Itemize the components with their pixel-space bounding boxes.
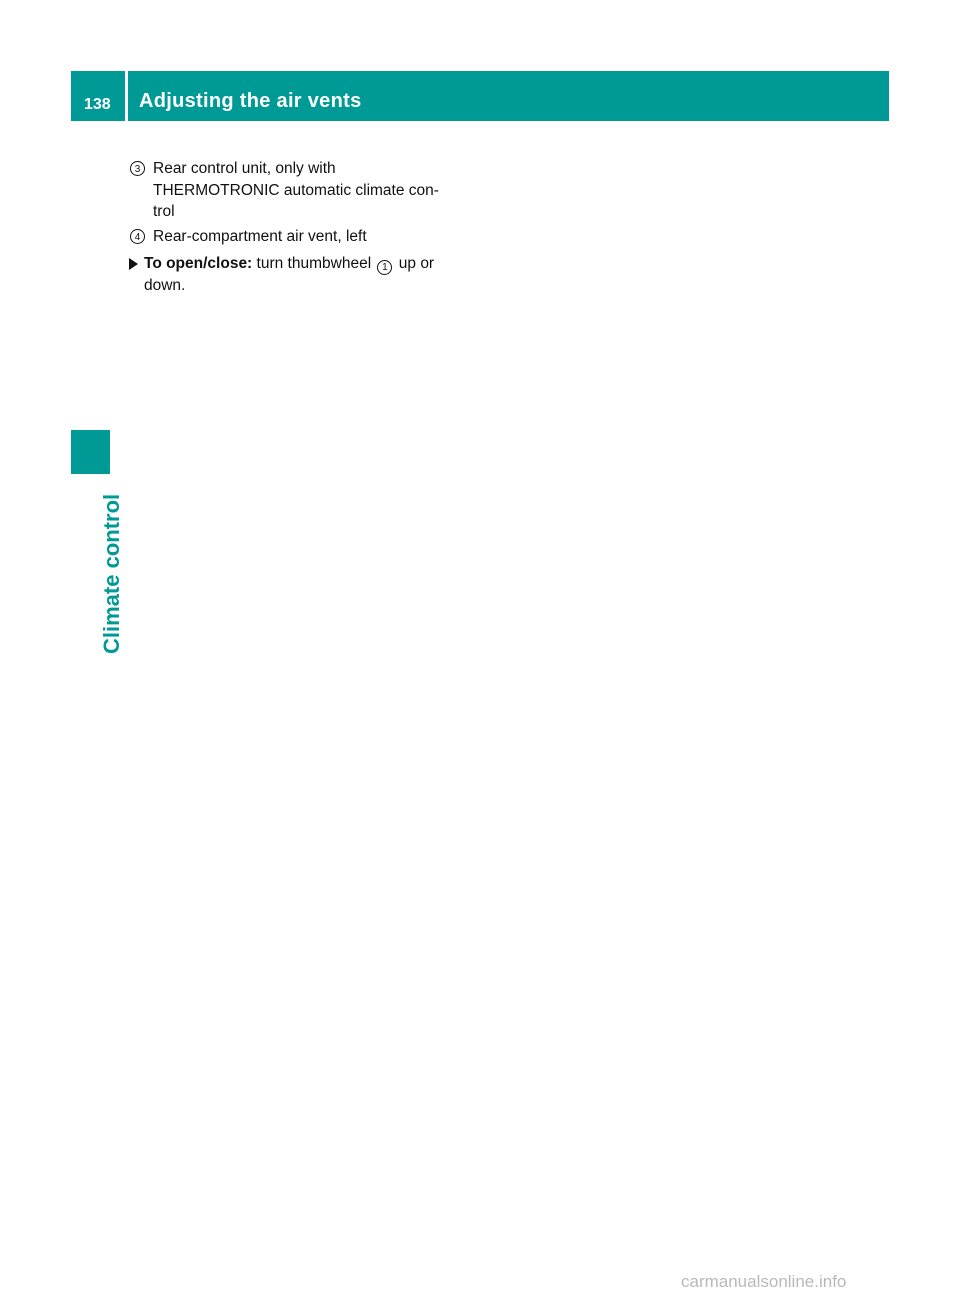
instruction-text: up or (398, 255, 435, 272)
legend-item-text: THERMOTRONIC automatic climate con- (153, 181, 439, 199)
instruction-line: down. (144, 277, 186, 294)
instruction-text: turn thumbwheel (256, 255, 372, 272)
instruction-line (144, 253, 474, 275)
watermark: carmanualsonline.info (681, 1272, 847, 1291)
page-number: 138 (84, 96, 111, 113)
circled-number-icon: 1 (377, 260, 392, 275)
header-divider (125, 71, 128, 121)
legend-item-text: Rear-compartment air vent, left (153, 227, 367, 245)
legend-item-text: Rear control unit, only with (153, 160, 336, 177)
instruction-step (129, 253, 474, 297)
legend-item-text: trol (153, 203, 175, 220)
instruction-label: To open/close: (144, 255, 253, 272)
circled-number-icon: 4 (130, 229, 145, 244)
side-tab-marker (71, 430, 110, 474)
legend-item (129, 226, 474, 248)
section-title: Adjusting the air vents (139, 90, 362, 112)
content-column (129, 158, 474, 297)
side-tab-label: Climate control (99, 493, 124, 654)
arrow-right-icon (129, 258, 138, 270)
legend-item (129, 158, 474, 223)
circled-number-icon: 3 (130, 161, 145, 176)
